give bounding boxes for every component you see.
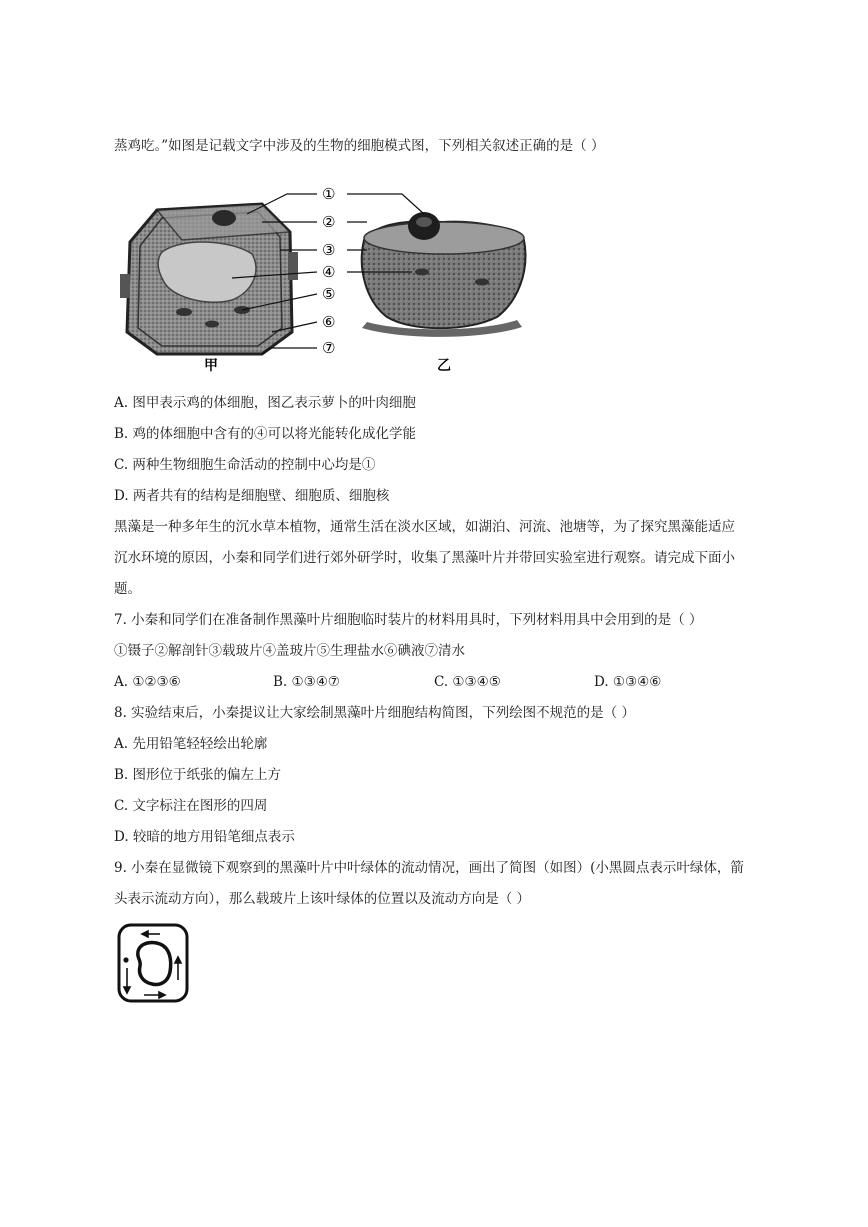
q8-option-d: D. 较暗的地方用铅笔细点表示: [114, 829, 295, 845]
q7-option-b: B. ①③④⑦: [273, 674, 340, 690]
q6-option-c: C. 两种生物细胞生命活动的控制中心均是①: [114, 457, 376, 473]
passage-line-2: 沉水环境的原因，小秦和同学们进行郊外研学时，收集了黑藻叶片并带回实验室进行观察。请完成下面小: [114, 550, 735, 566]
cell-diagram-figure: [112, 182, 542, 374]
question-9-stem-line-1: 9. 小秦在显微镜下观察到的黑藻叶片中叶绿体的流动情况，画出了简图（如图）(小黑圆点表示叶绿体，箭: [114, 860, 744, 876]
callout-4: ④: [322, 263, 336, 281]
chloroplast-flow-diagram: [116, 922, 192, 1004]
plant-cell-jia: [120, 204, 298, 354]
chloroplast-dot: [123, 957, 128, 962]
question-7-options: [114, 672, 714, 692]
callout-1: ①: [322, 185, 336, 203]
callout-3: ③: [322, 241, 336, 259]
animal-cell-yi: [362, 212, 526, 337]
q7-option-c: C. ①③④⑤: [434, 674, 501, 690]
callout-7: ⑦: [322, 339, 336, 357]
question-9-stem-line-2: 头表示流动方向），那么载玻片上该叶绿体的位置以及流动方向是（ ）: [114, 891, 531, 907]
q6-option-a: A. 图甲表示鸡的体细胞，图乙表示萝卜的叶肉细胞: [114, 395, 416, 411]
figure-label-yi: 乙: [437, 358, 451, 374]
q6-option-d: D. 两者共有的结构是细胞壁、细胞质、细胞核: [114, 488, 390, 504]
callout-6: ⑥: [322, 313, 336, 331]
passage-line-3: 题。: [114, 581, 141, 597]
q8-option-b: B. 图形位于纸张的偏左上方: [114, 767, 282, 783]
q7-option-a: A. ①②③⑥: [114, 674, 181, 690]
q8-option-c: C. 文字标注在图形的四周: [114, 798, 268, 814]
question-7-stem: 7. 小秦和同学们在准备制作黑藻叶片细胞临时装片的材料用具时，下列材料用具中会用到的是（ ）: [114, 612, 703, 628]
q6-option-b: B. 鸡的体细胞中含有的④可以将光能转化成化学能: [114, 426, 417, 442]
figure-label-jia: 甲: [204, 358, 218, 374]
q7-option-d: D. ①③④⑥: [594, 674, 662, 690]
question-8-stem: 8. 实验结束后，小秦提议让大家绘制黑藻叶片细胞结构简图，下列绘图不规范的是（ ）: [114, 705, 635, 721]
question-6-stem: 蒸鸡吃。”如图是记载文字中涉及的生物的细胞模式图，下列相关叙述正确的是（ ）: [114, 138, 605, 154]
callout-5: ⑤: [322, 285, 336, 303]
question-7-materials: ①镊子②解剖针③载玻片④盖玻片⑤生理盐水⑥碘液⑦清水: [114, 643, 465, 659]
q8-option-a: A. 先用铅笔轻轻绘出轮廓: [114, 736, 268, 752]
passage-line-1: 黑藻是一种多年生的沉水草本植物，通常生活在淡水区域，如湖泊、河流、池塘等，为了探究黑藻能适应: [114, 519, 735, 535]
callout-2: ②: [322, 213, 336, 231]
